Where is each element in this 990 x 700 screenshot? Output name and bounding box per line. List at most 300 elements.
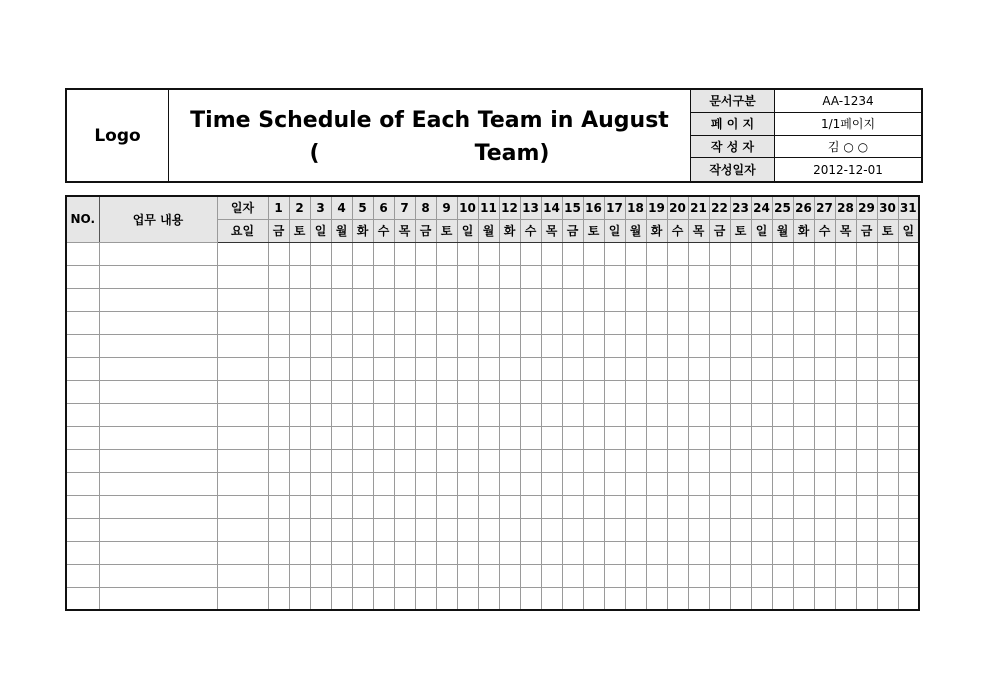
day-cell[interactable] xyxy=(625,334,646,357)
day-cell[interactable] xyxy=(688,403,709,426)
day-cell[interactable] xyxy=(772,242,793,265)
task-cell[interactable] xyxy=(99,288,217,311)
day-cell[interactable] xyxy=(730,587,751,610)
day-cell[interactable] xyxy=(394,518,415,541)
day-cell[interactable] xyxy=(898,564,919,587)
day-cell[interactable] xyxy=(751,288,772,311)
day-cell[interactable] xyxy=(793,495,814,518)
day-cell[interactable] xyxy=(856,288,877,311)
day-cell[interactable] xyxy=(793,288,814,311)
day-cell[interactable] xyxy=(667,564,688,587)
day-cell[interactable] xyxy=(541,403,562,426)
task-cell[interactable] xyxy=(99,541,217,564)
day-cell[interactable] xyxy=(814,541,835,564)
day-cell[interactable] xyxy=(289,265,310,288)
day-cell[interactable] xyxy=(709,334,730,357)
day-cell[interactable] xyxy=(667,380,688,403)
day-cell[interactable] xyxy=(289,334,310,357)
day-cell[interactable] xyxy=(520,587,541,610)
day-cell[interactable] xyxy=(541,518,562,541)
day-cell[interactable] xyxy=(667,334,688,357)
day-cell[interactable] xyxy=(793,357,814,380)
day-cell[interactable] xyxy=(751,265,772,288)
day-cell[interactable] xyxy=(730,495,751,518)
day-cell[interactable] xyxy=(835,587,856,610)
day-cell[interactable] xyxy=(709,518,730,541)
day-cell[interactable] xyxy=(436,472,457,495)
day-cell[interactable] xyxy=(604,426,625,449)
day-cell[interactable] xyxy=(373,403,394,426)
day-cell[interactable] xyxy=(352,449,373,472)
day-cell[interactable] xyxy=(898,541,919,564)
day-cell[interactable] xyxy=(772,311,793,334)
day-cell[interactable] xyxy=(688,311,709,334)
day-cell[interactable] xyxy=(331,334,352,357)
day-cell[interactable] xyxy=(898,357,919,380)
day-cell[interactable] xyxy=(289,357,310,380)
day-cell[interactable] xyxy=(415,380,436,403)
day-cell[interactable] xyxy=(646,518,667,541)
day-cell[interactable] xyxy=(583,587,604,610)
day-cell[interactable] xyxy=(688,472,709,495)
day-cell[interactable] xyxy=(499,426,520,449)
day-cell[interactable] xyxy=(436,541,457,564)
day-cell[interactable] xyxy=(856,357,877,380)
day-cell[interactable] xyxy=(352,495,373,518)
day-cell[interactable] xyxy=(478,541,499,564)
day-cell[interactable] xyxy=(415,357,436,380)
day-cell[interactable] xyxy=(625,265,646,288)
day-cell[interactable] xyxy=(772,587,793,610)
day-cell[interactable] xyxy=(856,449,877,472)
day-cell[interactable] xyxy=(646,564,667,587)
row-number-cell[interactable] xyxy=(66,587,99,610)
day-cell[interactable] xyxy=(751,380,772,403)
day-cell[interactable] xyxy=(814,426,835,449)
day-cell[interactable] xyxy=(583,426,604,449)
task-cell[interactable] xyxy=(99,426,217,449)
day-cell[interactable] xyxy=(478,495,499,518)
day-cell[interactable] xyxy=(877,242,898,265)
day-cell[interactable] xyxy=(688,587,709,610)
day-cell[interactable] xyxy=(583,449,604,472)
row-number-cell[interactable] xyxy=(66,334,99,357)
day-cell[interactable] xyxy=(751,564,772,587)
day-cell[interactable] xyxy=(541,265,562,288)
day-cell[interactable] xyxy=(457,403,478,426)
day-cell[interactable] xyxy=(352,288,373,311)
day-cell[interactable] xyxy=(604,357,625,380)
day-cell[interactable] xyxy=(268,449,289,472)
task-cell[interactable] xyxy=(99,380,217,403)
day-cell[interactable] xyxy=(688,265,709,288)
day-cell[interactable] xyxy=(751,541,772,564)
day-cell[interactable] xyxy=(562,541,583,564)
day-cell[interactable] xyxy=(646,311,667,334)
day-cell[interactable] xyxy=(793,380,814,403)
day-cell[interactable] xyxy=(373,357,394,380)
day-cell[interactable] xyxy=(877,564,898,587)
row-number-cell[interactable] xyxy=(66,495,99,518)
row-number-cell[interactable] xyxy=(66,449,99,472)
day-cell[interactable] xyxy=(520,564,541,587)
day-cell[interactable] xyxy=(646,288,667,311)
day-cell[interactable] xyxy=(562,426,583,449)
day-cell[interactable] xyxy=(373,380,394,403)
day-cell[interactable] xyxy=(415,242,436,265)
day-cell[interactable] xyxy=(457,564,478,587)
day-cell[interactable] xyxy=(835,449,856,472)
day-cell[interactable] xyxy=(562,518,583,541)
day-cell[interactable] xyxy=(499,288,520,311)
day-cell[interactable] xyxy=(688,495,709,518)
day-cell[interactable] xyxy=(730,449,751,472)
day-cell[interactable] xyxy=(583,403,604,426)
day-cell[interactable] xyxy=(898,334,919,357)
label-cell[interactable] xyxy=(217,587,268,610)
day-cell[interactable] xyxy=(268,380,289,403)
day-cell[interactable] xyxy=(520,357,541,380)
day-cell[interactable] xyxy=(520,288,541,311)
day-cell[interactable] xyxy=(625,357,646,380)
day-cell[interactable] xyxy=(373,541,394,564)
day-cell[interactable] xyxy=(877,541,898,564)
day-cell[interactable] xyxy=(478,518,499,541)
day-cell[interactable] xyxy=(667,288,688,311)
day-cell[interactable] xyxy=(394,380,415,403)
day-cell[interactable] xyxy=(604,518,625,541)
day-cell[interactable] xyxy=(877,587,898,610)
day-cell[interactable] xyxy=(898,265,919,288)
day-cell[interactable] xyxy=(583,495,604,518)
day-cell[interactable] xyxy=(835,380,856,403)
day-cell[interactable] xyxy=(709,587,730,610)
day-cell[interactable] xyxy=(856,587,877,610)
day-cell[interactable] xyxy=(646,357,667,380)
day-cell[interactable] xyxy=(478,449,499,472)
day-cell[interactable] xyxy=(457,541,478,564)
day-cell[interactable] xyxy=(331,265,352,288)
day-cell[interactable] xyxy=(520,265,541,288)
day-cell[interactable] xyxy=(877,495,898,518)
day-cell[interactable] xyxy=(772,288,793,311)
day-cell[interactable] xyxy=(499,541,520,564)
day-cell[interactable] xyxy=(562,564,583,587)
day-cell[interactable] xyxy=(457,265,478,288)
day-cell[interactable] xyxy=(709,403,730,426)
day-cell[interactable] xyxy=(436,587,457,610)
day-cell[interactable] xyxy=(415,587,436,610)
day-cell[interactable] xyxy=(394,265,415,288)
day-cell[interactable] xyxy=(688,426,709,449)
day-cell[interactable] xyxy=(688,380,709,403)
day-cell[interactable] xyxy=(562,449,583,472)
day-cell[interactable] xyxy=(352,472,373,495)
day-cell[interactable] xyxy=(373,587,394,610)
day-cell[interactable] xyxy=(898,242,919,265)
day-cell[interactable] xyxy=(478,564,499,587)
day-cell[interactable] xyxy=(856,472,877,495)
day-cell[interactable] xyxy=(541,334,562,357)
day-cell[interactable] xyxy=(394,334,415,357)
day-cell[interactable] xyxy=(772,334,793,357)
day-cell[interactable] xyxy=(793,311,814,334)
day-cell[interactable] xyxy=(856,265,877,288)
day-cell[interactable] xyxy=(310,518,331,541)
day-cell[interactable] xyxy=(289,587,310,610)
day-cell[interactable] xyxy=(604,495,625,518)
day-cell[interactable] xyxy=(289,495,310,518)
day-cell[interactable] xyxy=(331,495,352,518)
day-cell[interactable] xyxy=(751,472,772,495)
day-cell[interactable] xyxy=(499,495,520,518)
day-cell[interactable] xyxy=(688,242,709,265)
day-cell[interactable] xyxy=(898,380,919,403)
day-cell[interactable] xyxy=(814,495,835,518)
day-cell[interactable] xyxy=(835,564,856,587)
day-cell[interactable] xyxy=(436,265,457,288)
day-cell[interactable] xyxy=(436,449,457,472)
day-cell[interactable] xyxy=(604,541,625,564)
day-cell[interactable] xyxy=(289,541,310,564)
row-number-cell[interactable] xyxy=(66,242,99,265)
day-cell[interactable] xyxy=(604,403,625,426)
day-cell[interactable] xyxy=(709,380,730,403)
day-cell[interactable] xyxy=(730,564,751,587)
day-cell[interactable] xyxy=(415,288,436,311)
day-cell[interactable] xyxy=(730,518,751,541)
day-cell[interactable] xyxy=(751,334,772,357)
day-cell[interactable] xyxy=(667,495,688,518)
day-cell[interactable] xyxy=(793,242,814,265)
day-cell[interactable] xyxy=(268,311,289,334)
day-cell[interactable] xyxy=(520,495,541,518)
day-cell[interactable] xyxy=(436,357,457,380)
day-cell[interactable] xyxy=(541,564,562,587)
day-cell[interactable] xyxy=(625,587,646,610)
day-cell[interactable] xyxy=(352,311,373,334)
day-cell[interactable] xyxy=(667,403,688,426)
day-cell[interactable] xyxy=(730,334,751,357)
day-cell[interactable] xyxy=(583,472,604,495)
day-cell[interactable] xyxy=(604,380,625,403)
day-cell[interactable] xyxy=(373,311,394,334)
day-cell[interactable] xyxy=(877,403,898,426)
day-cell[interactable] xyxy=(835,426,856,449)
day-cell[interactable] xyxy=(835,311,856,334)
day-cell[interactable] xyxy=(688,288,709,311)
day-cell[interactable] xyxy=(352,518,373,541)
day-cell[interactable] xyxy=(562,403,583,426)
row-number-cell[interactable] xyxy=(66,357,99,380)
day-cell[interactable] xyxy=(352,380,373,403)
task-cell[interactable] xyxy=(99,265,217,288)
day-cell[interactable] xyxy=(772,541,793,564)
day-cell[interactable] xyxy=(499,357,520,380)
task-cell[interactable] xyxy=(99,587,217,610)
day-cell[interactable] xyxy=(814,518,835,541)
day-cell[interactable] xyxy=(268,564,289,587)
label-cell[interactable] xyxy=(217,288,268,311)
day-cell[interactable] xyxy=(646,449,667,472)
day-cell[interactable] xyxy=(772,403,793,426)
day-cell[interactable] xyxy=(457,242,478,265)
day-cell[interactable] xyxy=(268,518,289,541)
day-cell[interactable] xyxy=(268,472,289,495)
label-cell[interactable] xyxy=(217,334,268,357)
day-cell[interactable] xyxy=(352,564,373,587)
day-cell[interactable] xyxy=(667,518,688,541)
day-cell[interactable] xyxy=(268,495,289,518)
day-cell[interactable] xyxy=(520,380,541,403)
day-cell[interactable] xyxy=(730,242,751,265)
day-cell[interactable] xyxy=(499,242,520,265)
day-cell[interactable] xyxy=(310,357,331,380)
day-cell[interactable] xyxy=(436,426,457,449)
label-cell[interactable] xyxy=(217,518,268,541)
day-cell[interactable] xyxy=(709,564,730,587)
day-cell[interactable] xyxy=(709,242,730,265)
day-cell[interactable] xyxy=(583,311,604,334)
day-cell[interactable] xyxy=(352,265,373,288)
day-cell[interactable] xyxy=(730,380,751,403)
day-cell[interactable] xyxy=(793,334,814,357)
day-cell[interactable] xyxy=(415,541,436,564)
day-cell[interactable] xyxy=(436,288,457,311)
day-cell[interactable] xyxy=(835,357,856,380)
day-cell[interactable] xyxy=(625,426,646,449)
day-cell[interactable] xyxy=(646,380,667,403)
day-cell[interactable] xyxy=(604,564,625,587)
day-cell[interactable] xyxy=(310,265,331,288)
day-cell[interactable] xyxy=(583,334,604,357)
day-cell[interactable] xyxy=(751,403,772,426)
day-cell[interactable] xyxy=(667,242,688,265)
day-cell[interactable] xyxy=(877,518,898,541)
label-cell[interactable] xyxy=(217,564,268,587)
day-cell[interactable] xyxy=(877,472,898,495)
day-cell[interactable] xyxy=(856,518,877,541)
day-cell[interactable] xyxy=(583,380,604,403)
day-cell[interactable] xyxy=(373,449,394,472)
day-cell[interactable] xyxy=(457,449,478,472)
day-cell[interactable] xyxy=(499,449,520,472)
day-cell[interactable] xyxy=(436,242,457,265)
day-cell[interactable] xyxy=(751,242,772,265)
row-number-cell[interactable] xyxy=(66,426,99,449)
day-cell[interactable] xyxy=(352,403,373,426)
day-cell[interactable] xyxy=(394,357,415,380)
day-cell[interactable] xyxy=(478,265,499,288)
day-cell[interactable] xyxy=(835,403,856,426)
day-cell[interactable] xyxy=(415,564,436,587)
day-cell[interactable] xyxy=(835,242,856,265)
day-cell[interactable] xyxy=(583,242,604,265)
day-cell[interactable] xyxy=(499,518,520,541)
day-cell[interactable] xyxy=(373,564,394,587)
day-cell[interactable] xyxy=(688,564,709,587)
day-cell[interactable] xyxy=(562,472,583,495)
day-cell[interactable] xyxy=(499,311,520,334)
label-cell[interactable] xyxy=(217,426,268,449)
day-cell[interactable] xyxy=(877,265,898,288)
day-cell[interactable] xyxy=(478,403,499,426)
day-cell[interactable] xyxy=(394,242,415,265)
day-cell[interactable] xyxy=(415,449,436,472)
day-cell[interactable] xyxy=(667,541,688,564)
day-cell[interactable] xyxy=(625,564,646,587)
day-cell[interactable] xyxy=(814,472,835,495)
day-cell[interactable] xyxy=(289,288,310,311)
day-cell[interactable] xyxy=(352,587,373,610)
day-cell[interactable] xyxy=(457,357,478,380)
day-cell[interactable] xyxy=(331,288,352,311)
day-cell[interactable] xyxy=(583,288,604,311)
day-cell[interactable] xyxy=(499,380,520,403)
day-cell[interactable] xyxy=(604,311,625,334)
day-cell[interactable] xyxy=(331,426,352,449)
day-cell[interactable] xyxy=(667,449,688,472)
label-cell[interactable] xyxy=(217,541,268,564)
day-cell[interactable] xyxy=(541,311,562,334)
day-cell[interactable] xyxy=(814,587,835,610)
day-cell[interactable] xyxy=(268,541,289,564)
day-cell[interactable] xyxy=(289,472,310,495)
day-cell[interactable] xyxy=(499,265,520,288)
day-cell[interactable] xyxy=(268,587,289,610)
row-number-cell[interactable] xyxy=(66,380,99,403)
day-cell[interactable] xyxy=(541,426,562,449)
day-cell[interactable] xyxy=(562,311,583,334)
day-cell[interactable] xyxy=(667,357,688,380)
day-cell[interactable] xyxy=(688,518,709,541)
label-cell[interactable] xyxy=(217,472,268,495)
day-cell[interactable] xyxy=(562,265,583,288)
day-cell[interactable] xyxy=(331,449,352,472)
day-cell[interactable] xyxy=(709,311,730,334)
day-cell[interactable] xyxy=(646,403,667,426)
day-cell[interactable] xyxy=(730,403,751,426)
day-cell[interactable] xyxy=(541,449,562,472)
day-cell[interactable] xyxy=(562,495,583,518)
task-cell[interactable] xyxy=(99,403,217,426)
day-cell[interactable] xyxy=(373,426,394,449)
day-cell[interactable] xyxy=(310,380,331,403)
day-cell[interactable] xyxy=(331,518,352,541)
day-cell[interactable] xyxy=(688,334,709,357)
day-cell[interactable] xyxy=(289,449,310,472)
day-cell[interactable] xyxy=(751,518,772,541)
day-cell[interactable] xyxy=(793,518,814,541)
day-cell[interactable] xyxy=(520,472,541,495)
day-cell[interactable] xyxy=(415,495,436,518)
day-cell[interactable] xyxy=(856,311,877,334)
label-cell[interactable] xyxy=(217,265,268,288)
label-cell[interactable] xyxy=(217,380,268,403)
day-cell[interactable] xyxy=(520,242,541,265)
day-cell[interactable] xyxy=(751,587,772,610)
day-cell[interactable] xyxy=(730,288,751,311)
day-cell[interactable] xyxy=(310,403,331,426)
day-cell[interactable] xyxy=(898,518,919,541)
day-cell[interactable] xyxy=(646,242,667,265)
day-cell[interactable] xyxy=(310,311,331,334)
day-cell[interactable] xyxy=(562,380,583,403)
day-cell[interactable] xyxy=(289,518,310,541)
day-cell[interactable] xyxy=(709,357,730,380)
day-cell[interactable] xyxy=(457,426,478,449)
day-cell[interactable] xyxy=(772,449,793,472)
